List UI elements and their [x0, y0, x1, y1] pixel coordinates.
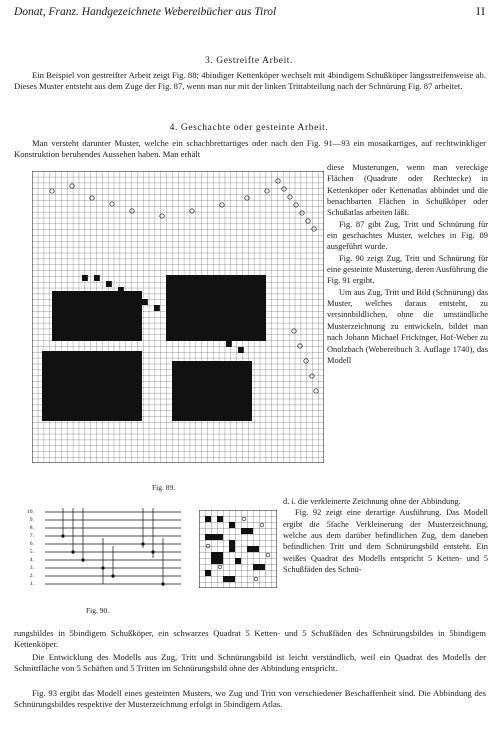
row-label: 8. [29, 525, 34, 531]
fig-90-caption: Fig. 90. [86, 606, 110, 615]
fig-89-weave-draft [32, 171, 324, 463]
fig-90-row-labels [12, 508, 34, 588]
section-4-intro [14, 138, 486, 161]
section-3-text [14, 70, 486, 93]
row-label: 5. [29, 549, 34, 555]
row-label: 1. [29, 581, 34, 587]
row-label: 10. [27, 509, 34, 515]
row-label: 7. [29, 533, 34, 539]
running-head [14, 6, 486, 22]
section-3-heading: 3. Gestreifte Arbeit. [204, 56, 294, 66]
row-label: 3. [29, 565, 34, 571]
running-head-title: Donat, Franz. Handgezeichnete Webereibücher aus Tirol [14, 6, 277, 18]
bottom-paragraph-2-text: Die Entwicklung des Modells aus Zug, Tritt und Schnürungsbild ist leicht verständlich, weil ein Quadrat des Modells der Schnittfläche von 5 Schäften und 5 Tritten im Schnürungsbild ohne der Abbindung entspricht. [14, 652, 486, 674]
mid-paragraph-1: d. i. die verkleinerte Zeichnung ohne der Abbindung. [283, 497, 461, 506]
row-label: 2. [29, 573, 34, 579]
section-4-intro-text: Man versteht darunter Muster, welche ein schachbrettartiges oder nach den Fig. 91—93 ein mosaikartiges, auf rechtwinkliger Konstruktion beruhendes Aussehen haben. Man erhält [14, 138, 486, 160]
fig-92-model-grid [199, 510, 277, 588]
mid-paragraph-2: Fig. 92 zeigt eine derartige Ausführung. Das Modell ergibt die 5fache Verkleinerung der Musterzeichnung, welche aus dem darüber befindlichen Zug, dem daneben befindlichen Tritt und dem Schnürungsbild entsteht. Ein weißes Quadrat des Modells entspricht 5 Ketten- und 5 Schußfäden des Schnü- [283, 508, 488, 575]
fig-89-caption: Fig. 89. [152, 483, 176, 492]
right-column-text [327, 162, 488, 366]
row-label: 4. [29, 557, 34, 563]
bottom-paragraph-1 [14, 628, 486, 651]
column-paragraph-3: Fig. 90 zeigt Zug, Tritt und Schnürung für eine gesteinte Musterung, deren Ausführung die Fig. 91 ergibt. [327, 253, 488, 286]
column-paragraph-1: diese Musterungen, wenn man vereckige Flächen (Quadrate oder Rechtecke) in Kettenköper oder Kettenatlas abbindet und die benachbarten Flächen in Schußköper oder Schußatlas arbeiten läßt. [327, 163, 488, 218]
section-3-body: Ein Beispiel von gestreifter Arbeit zeigt Fig. 88; 4bindiger Kettenköper wechselt mit 4bindigem Schußköper längsstreifenweise ab. Dieses Muster entsteht aus dem Zuge der Fig. 87, wenn man nur mit der linken Trittabteilung nach der Schnürung Fig. 87 arbeitet. [14, 70, 486, 92]
row-label: 9. [29, 517, 34, 523]
fig-90-diagram [33, 508, 183, 594]
row-label: 6. [29, 541, 34, 547]
bottom-paragraph-2 [14, 652, 486, 675]
section-4-heading: 4. Geschachte oder gesteinte Arbeit. [169, 123, 329, 133]
column-paragraph-2: Fig. 87 gibt Zug, Tritt und Schnürung für ein geschachtes Muster, welches in Fig. 89 ausgeführt wurde. [327, 219, 488, 252]
page-number: II [476, 6, 486, 18]
column-paragraph-4: Um aus Zug, Tritt und Bild (Schnürung) das Muster, welches daraus entsteht, zu versinnbildlichen, ohne die umständliche Musterzeichnung zu entwickeln, bildet man nach Johann Michael Frickinger, Hof-Weber zu Onolzbach (Webereibuch 3. Auflage 1740), das Modell [327, 287, 488, 365]
bottom-paragraph-3-text: Fig. 93 ergibt das Modell eines gesteinten Musters, wo Zug und Tritt von verschiedener Beschaffenheit sind. Die Abbindung des Schnürungsbildes respektive der Musterzeichnung erfolgt in 5bindigem Atlas. [14, 688, 486, 710]
mid-text-block [283, 496, 488, 575]
bottom-paragraph-1-text: rungsbildes in 5bindigem Schußköper, ein schwarzes Quadrat 5 Ketten- und 5 Schußfäden des Schnürungsbildes in 5bindigem Kettenköper. [14, 628, 486, 650]
bottom-paragraph-3 [14, 688, 486, 711]
